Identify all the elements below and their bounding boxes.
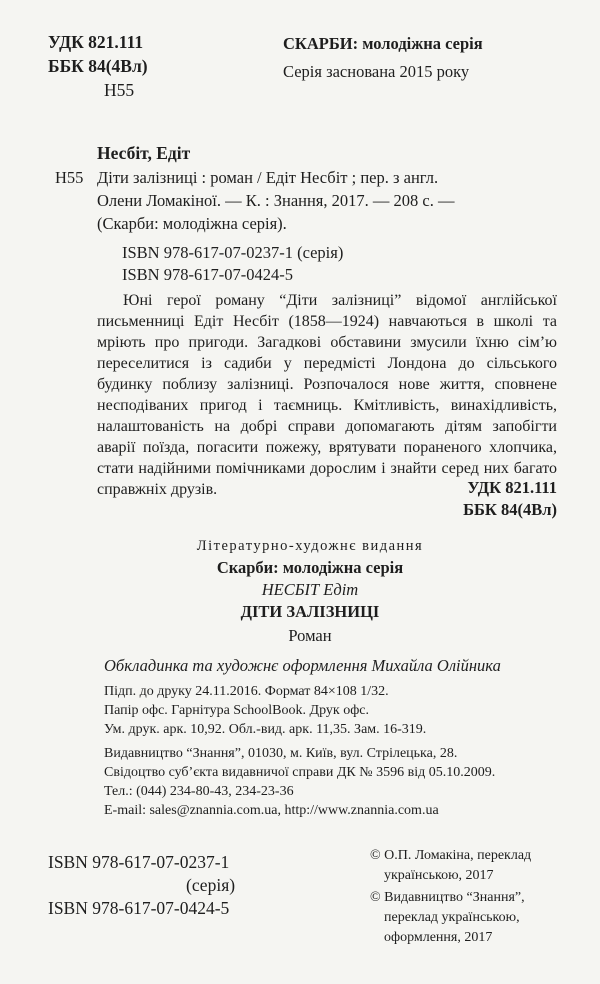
footer-isbn: ISBN 978-617-07-0237-1 xyxy=(48,852,230,872)
publisher-info: Свідоцтво суб’єкта видавничої справи ДК № 3596 від 05.10.2009. xyxy=(104,765,496,780)
series-title: СКАРБИ: молодіжна серія xyxy=(283,34,483,53)
catalog-author: Несбіт, Едіт xyxy=(97,143,191,163)
catalog-bbk: ББК 84(4Вл) xyxy=(463,500,557,519)
copyright: українською, 2017 xyxy=(384,868,494,883)
cover-credit: Обкладинка та художнє оформлення Михайла Олійника xyxy=(104,656,501,675)
catalog-line: (Скарби: молодіжна серія). xyxy=(97,214,287,233)
copyright: © Видавництво “Знання”, xyxy=(370,890,525,905)
udk-code: УДК 821.111 xyxy=(48,32,144,52)
print-info: Папір офс. Гарнітура SchoolBook. Друк офс. xyxy=(104,703,369,718)
footer-isbn-note: (серія) xyxy=(186,875,236,895)
series-founded: Серія заснована 2015 року xyxy=(283,62,470,81)
publisher-info: Видавництво “Знання”, 01030, м. Київ, вул. Стрілецька, 28. xyxy=(104,746,458,761)
catalog-code: Н55 xyxy=(55,168,84,187)
imprint-type: Роман xyxy=(288,626,332,645)
genre: Літературно-художнє видання xyxy=(196,538,424,554)
isbn-series: ISBN 978-617-07-0237-1 (серія) xyxy=(122,243,344,262)
imprint-series: Скарби: молодіжна серія xyxy=(216,558,404,577)
print-info: Підп. до друку 24.11.2016. Формат 84×108 1/32. xyxy=(104,684,389,699)
annotation: Юні герої роману “Діти залізниці” відомої англійської письменниці Едіт Несбіт (1858—1924) навчаються в школі та мріють про пригоди. Загадкові обставини змусили їхню сім’ю переселитися із садиби у передмісті Лондона до сільського будинку поблизу залізниці. Розпочалося нове життя, сповнене несподіваних пригод і таємниць. Кмітливість, винахідливість, налаштованість на добрі справи допомагають дітям запобігти аварії поїзда, погасити пожежу, врятувати пораненого хлопчика, стати надійними помічниками дорослим і знайти серед них багато справжніх друзів. xyxy=(97,292,557,498)
author-mark: Н55 xyxy=(104,80,135,100)
copyright: © О.П. Ломакіна, переклад xyxy=(370,848,532,863)
publisher-contacts: E-mail: sales@znannia.com.ua, http://www.znannia.com.ua xyxy=(104,803,439,818)
imprint-author: НЕСБІТ Едіт xyxy=(261,580,359,599)
copyright: переклад українською, xyxy=(384,910,520,925)
isbn: ISBN 978-617-07-0424-5 xyxy=(122,265,293,284)
catalog-udk: УДК 821.111 xyxy=(467,478,557,497)
catalog-line: Олени Ломакіної. — К. : Знання, 2017. — 208 с. — xyxy=(97,191,455,210)
copyright: оформлення, 2017 xyxy=(384,930,493,945)
publisher-phone: Тел.: (044) 234-80-43, 234-23-36 xyxy=(104,784,294,799)
bbk-code: ББК 84(4Вл) xyxy=(48,56,148,76)
footer-isbn: ISBN 978-617-07-0424-5 xyxy=(48,898,230,918)
catalog-line: Діти залізниці : роман / Едіт Несбіт ; пер. з англ. xyxy=(97,168,439,187)
print-info: Ум. друк. арк. 10,92. Обл.-вид. арк. 11,35. Зам. 16-319. xyxy=(104,722,427,737)
imprint-title: ДІТИ ЗАЛІЗНИЦІ xyxy=(240,602,380,621)
